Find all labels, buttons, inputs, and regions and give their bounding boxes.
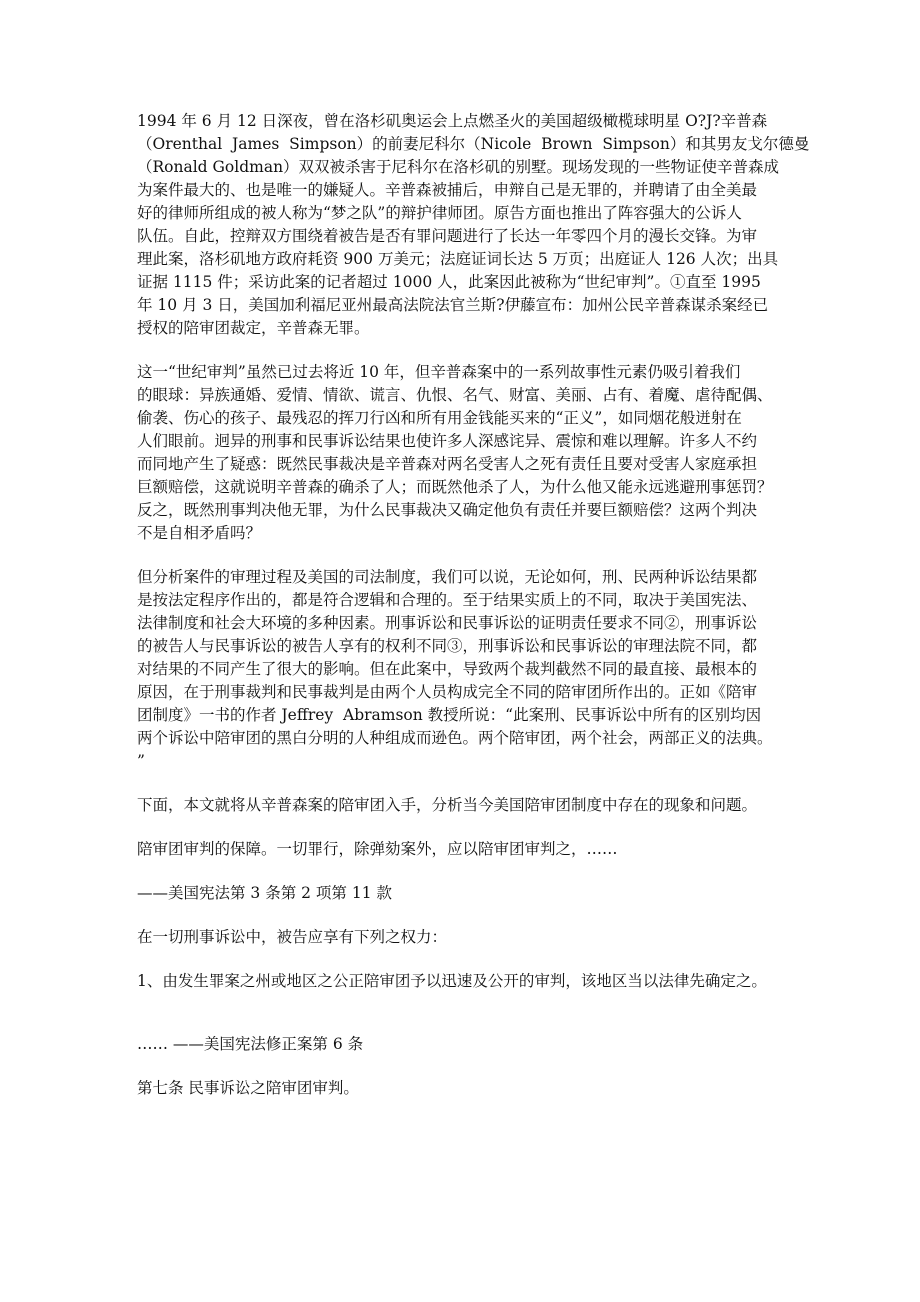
document-body [137,110,810,1100]
paragraph-analysis [137,566,797,773]
text-line: 巨额赔偿，这就说明辛普森的确杀了人；而既然他杀了人，为什么他又能永远逃避刑事惩罚？ [137,478,773,496]
text-line: 1994 年 6 月 12 日深夜，曾在洛杉矶奥运会上点燃圣火的美国超级橄榄球明星 O?J?辛普森 [137,112,768,130]
citation-constitution-article-3 [137,882,797,905]
text-line: 原因，在于刑事裁判和民事裁判是由两个人员构成完全不同的陪审团所作出的。正如《陪审 [137,683,758,701]
text-line: 的被告人与民事诉讼的被告人享有的权利不同③，刑事诉讼和民事诉讼的审理法院不同，都 [137,637,758,655]
text-line: （Ronald Goldman）双双被杀害于尼科尔在洛杉矶的别墅。现场发现的一些物证使辛普森成 [137,158,780,176]
text-line: 法律制度和社会大环境的多种因素。刑事诉讼和民事诉讼的证明责任要求不同②，刑事诉讼 [137,614,758,632]
text-line: ——美国宪法第 3 条第 2 项第 11 款 [137,884,393,902]
text-line: 下面，本文就将从辛普森案的陪审团入手，分析当今美国陪审团制度中存在的现象和问题。 [137,796,758,814]
text-line: 人们眼前。迥异的刑事和民事诉讼结果也使许多人深感诧异、震惊和难以理解。许多人不约 [137,432,758,450]
text-line: 为案件最大的、也是唯一的嫌疑人。辛普森被捕后，申辩自己是无罪的，并聘请了由全美最 [137,181,758,199]
paragraph-criminal-rights [137,926,797,949]
text-line: 这一“世纪审判”虽然已过去将近 10 年，但辛普森案中的一系列故事性元素仍吸引着我们 [137,363,741,381]
text-line: 第七条 民事诉讼之陪审团审判。 [137,1079,359,1097]
text-line: 的眼球：异族通婚、爱情、情欲、谎言、仇恨、名气、财富、美丽、占有、着魔、虐待配偶、 [137,386,773,404]
text-line: ” [137,752,145,770]
text-line: （Orenthal James Simpson）的前妻尼科尔（Nicole Brown Simpson）和其男友戈尔德曼 [137,135,810,153]
text-line: 不是自相矛盾吗？ [137,524,262,542]
text-line: 理此案，洛杉矶地方政府耗资 900 万美元；法庭证词长达 5 万页；出庭证人 126 人次；出具 [137,250,779,268]
text-line: 是按法定程序作出的，都是符合逻辑和合理的。至于结果实质上的不同，取决于美国宪法、 [137,591,758,609]
text-line: 授权的陪审团裁定，辛普森无罪。 [137,319,370,337]
text-line: 两个诉讼中陪审团的黑白分明的人种组成而逊色。两个陪审团，两个社会，两部正义的法典。 [137,729,773,747]
text-line: …… ——美国宪法修正案第 6 条 [137,1035,364,1053]
text-line: 在一切刑事诉讼中，被告应享有下列之权力： [137,928,448,946]
text-line: 1、由发生罪案之州或地区之公正陪审团予以迅速及公开的审判，该地区当以法律先确定之。 [137,972,767,990]
text-line: 队伍。自此，控辩双方围绕着被告是否有罪问题进行了长达一年零四个月的漫长交锋。为审 [137,227,758,245]
text-line: 对结果的不同产生了很大的影响。但在此案中，导致两个裁判截然不同的最直接、最根本的 [137,660,758,678]
citation-amendment-6 [137,1033,797,1056]
list-item-speedy-trial [137,970,797,993]
paragraph-intro-jury [137,794,797,817]
text-line: 而同地产生了疑惑：既然民事裁决是辛普森对两名受害人之死有责任且要对受害人家庭承担 [137,455,758,473]
text-line: 好的律师所组成的被人称为“梦之队”的辩护律师团。原告方面也推出了阵容强大的公诉人 [137,204,742,222]
text-line: 反之，既然刑事判决他无罪，为什么民事裁决又确定他负有责任并要巨额赔偿？这两个判决 [137,501,758,519]
text-line: 年 10 月 3 日，美国加利福尼亚州最高法院法官兰斯?伊藤宣布：加州公民辛普森谋杀案经已 [137,296,769,314]
text-line: 陪审团审判的保障。一切罪行，除弹劾案外，应以陪审团审判之，…… [137,840,618,858]
text-line: 但分析案件的审理过程及美国的司法制度，我们可以说，无论如何，刑、民两种诉讼结果都 [137,568,758,586]
paragraph-jury-guarantee [137,838,797,861]
paragraph-century-trial [137,361,797,545]
heading-article-7 [137,1077,797,1100]
text-line: 证据 1115 件；采访此案的记者超过 1000 人，此案因此被称为“世纪审判”。①直至 1995 [137,273,761,291]
text-line: 偷袭、伤心的孩子、最残忍的挥刀行凶和所有用金钱能买来的“正义”，如同烟花般迸射在 [137,409,742,427]
text-line: 团制度》一书的作者 Jeffrey Abramson 教授所说：“此案刑、民事诉讼中所有的区别均因 [137,706,762,724]
paragraph-simpson-case-intro [137,110,810,340]
